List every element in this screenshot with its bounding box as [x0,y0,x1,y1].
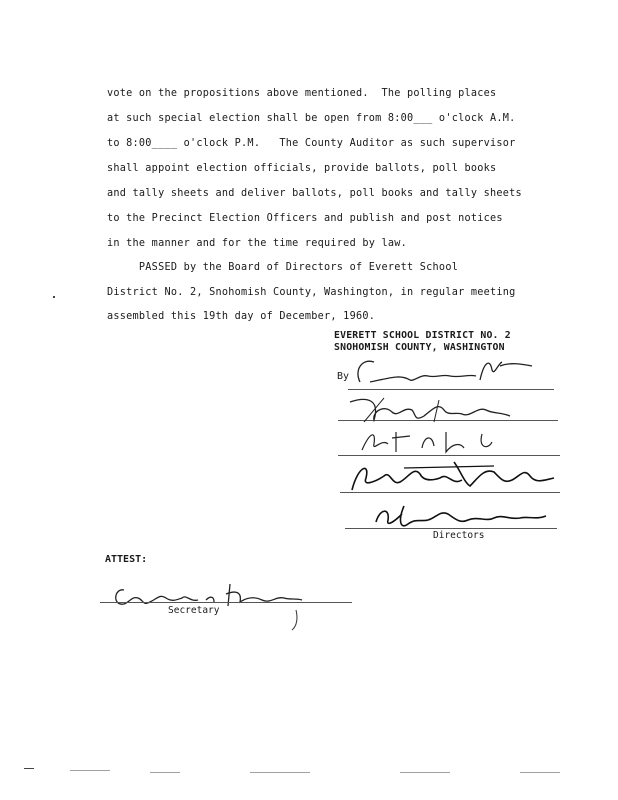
district-name: EVERETT SCHOOL DISTRICT NO. 2 [334,330,511,341]
district-county: SNOHOMISH COUNTY, WASHINGTON [334,342,505,353]
resolution-line-6: to the Precinct Election Officers and publish and post notices [107,213,503,224]
director-signature-2 [344,392,544,428]
passed-line-2: District No. 2, Snohomish County, Washington, in regular meeting [107,287,516,298]
resolution-line-1: vote on the propositions above mentioned. The polling places [107,88,497,99]
passed-line-3: assembled this 19th day of December, 1960. [107,311,376,322]
by-label: By [337,371,350,382]
resolution-line-7: in the manner and for the time required by law. [107,238,408,249]
resolution-line-4: shall appoint election officials, provide ballots, poll books [107,163,497,174]
director-signature-4 [344,456,574,496]
scan-speck [24,768,34,769]
scan-speck [400,772,450,773]
scan-speck [53,296,55,298]
district-heading [334,330,574,354]
passed-line-1: PASSED by the Board of Directors of Everett School [107,262,459,273]
directors-label: Directors [433,530,485,541]
attest-label: ATTEST: [105,554,148,565]
resolution-line-2: at such special election shall be open from 8:00___ o'clock A.M. [107,113,516,124]
director-signature-5 [370,500,580,534]
scan-speck [250,772,310,773]
margin-mark [288,608,302,634]
scan-speck [70,770,110,771]
secretary-label: Secretary [168,605,220,616]
secretary-line [100,602,352,603]
scan-speck [520,772,560,773]
resolution-line-3: to 8:00____ o'clock P.M. The County Auditor as such supervisor [107,138,516,149]
director-signature-1 [350,352,550,392]
director-signature-3 [352,424,532,458]
resolution-line-5: and tally sheets and deliver ballots, poll books and tally sheets [107,188,522,199]
scan-speck [150,772,180,773]
